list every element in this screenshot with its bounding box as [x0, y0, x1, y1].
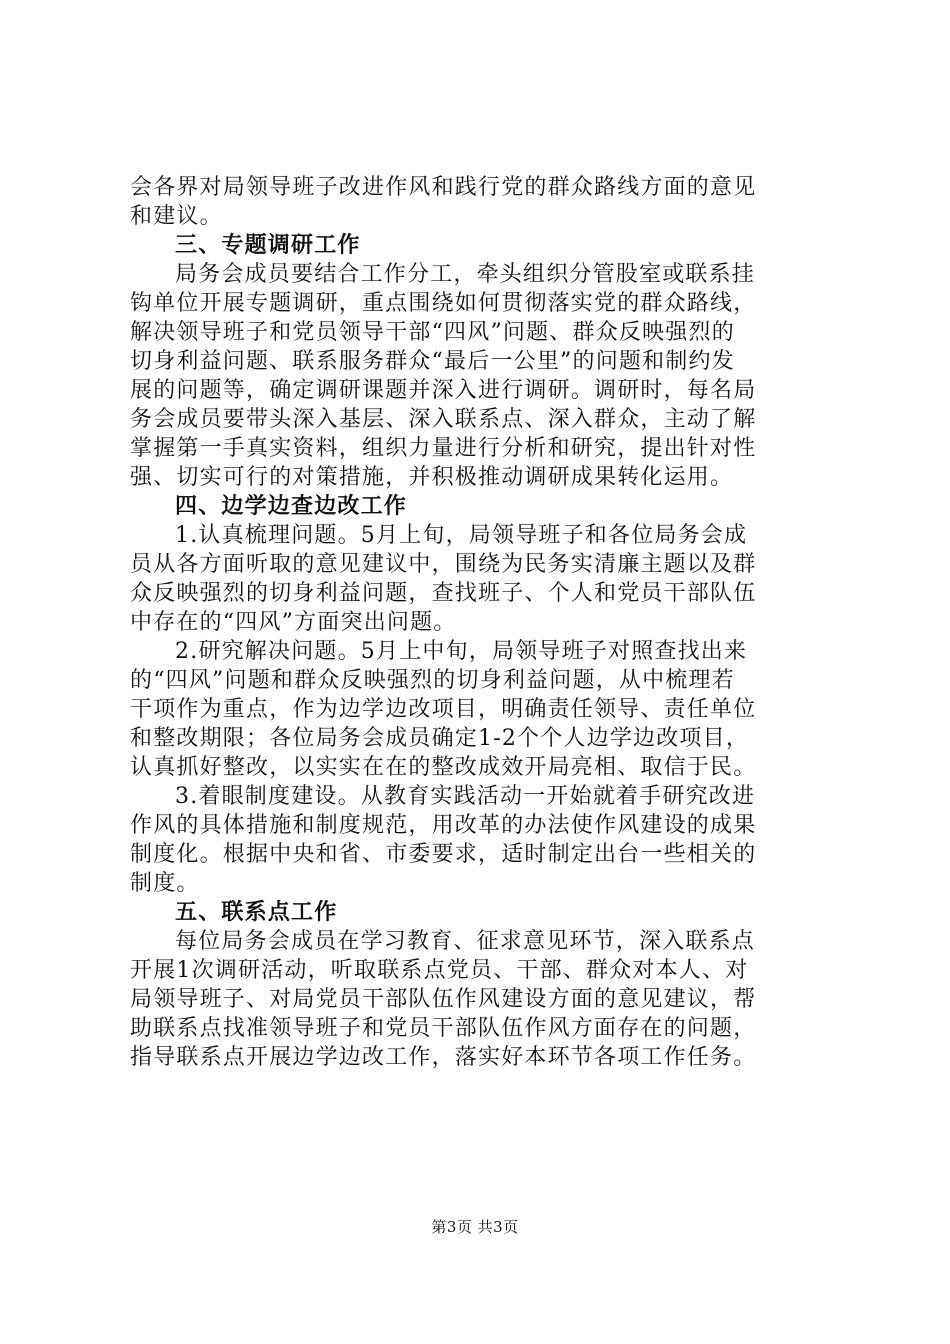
section-heading: 四、边学边查边改工作: [175, 494, 408, 519]
text-line: 中存在的“四风”方面突出问题。: [130, 610, 457, 635]
text-line: 认真抓好整改，以实实在在的整改成效开局亮相、取信于民。: [130, 755, 757, 780]
text-line: 展的问题等，确定调研课题并深入进行调研。调研时，每名局: [130, 378, 757, 403]
page-footer: 第3页 共3页: [431, 1218, 519, 1236]
text-line: 指导联系点开展边学边改工作，落实好本环节各项工作任务。: [130, 1045, 757, 1070]
section-heading: 五、联系点工作: [175, 900, 338, 925]
text-line: 1.认真梳理问题。5月上旬，局领导班子和各位局务会成: [175, 523, 748, 548]
text-line: 钩单位开展专题调研，重点围绕如何贯彻落实党的群众路线，: [130, 291, 757, 316]
text-line: 的“四风”问题和群众反映强烈的切身利益问题，从中梳理若: [130, 668, 735, 693]
document-body: [130, 173, 830, 1072]
text-line: 局领导班子、对局党员干部队伍作风建设方面的意见建议，帮: [130, 987, 757, 1012]
text-line: 助联系点找准领导班子和党员干部队伍作风方面存在的问题，: [130, 1016, 757, 1041]
section-heading: 三、专题调研工作: [175, 233, 361, 258]
text-line: 务会成员要带头深入基层、深入联系点、深入群众，主动了解: [130, 407, 757, 432]
text-line: 每位局务会成员在学习教育、征求意见环节，深入联系点: [175, 929, 756, 954]
text-line: 3.着眼制度建设。从教育实践活动一开始就着手研究改进: [175, 784, 756, 809]
text-line: 掌握第一手真实资料，组织力量进行分析和研究，提出针对性: [130, 436, 757, 461]
text-line: 员从各方面听取的意见建议中，围绕为民务实清廉主题以及群: [130, 552, 757, 577]
text-line: 会各界对局领导班子改进作风和践行党的群众路线方面的意见: [130, 175, 757, 200]
text-line: 2.研究解决问题。5月上中旬，局领导班子对照查找出来: [175, 639, 748, 664]
text-line: 开展1次调研活动，听取联系点党员、干部、群众对本人、对: [130, 958, 749, 983]
text-line: 众反映强烈的切身利益问题，查找班子、个人和党员干部队伍: [130, 581, 757, 606]
text-line: 作风的具体措施和制度规范，用改革的办法使作风建设的成果: [130, 813, 757, 838]
text-line: 和整改期限；各位局务会成员确定1-2个个人边学边改项目，: [130, 726, 750, 751]
text-line: 解决领导班子和党员领导干部“四风”问题、群众反映强烈的: [130, 320, 735, 345]
text-line: 干项作为重点，作为边学边改项目，明确责任领导、责任单位: [130, 697, 757, 722]
text-line: 强、切实可行的对策措施，并积极推动调研成果转化运用。: [130, 465, 734, 490]
text-line: 局务会成员要结合工作分工，牵头组织分管股室或联系挂: [175, 262, 756, 287]
text-line: 切身利益问题、联系服务群众“最后一公里”的问题和制约发: [130, 349, 735, 374]
text-line: 制度化。根据中央和省、市委要求，适时制定出台一些相关的: [130, 842, 757, 867]
text-line: 和建议。: [130, 204, 223, 229]
text-line: 制度。: [130, 871, 200, 896]
